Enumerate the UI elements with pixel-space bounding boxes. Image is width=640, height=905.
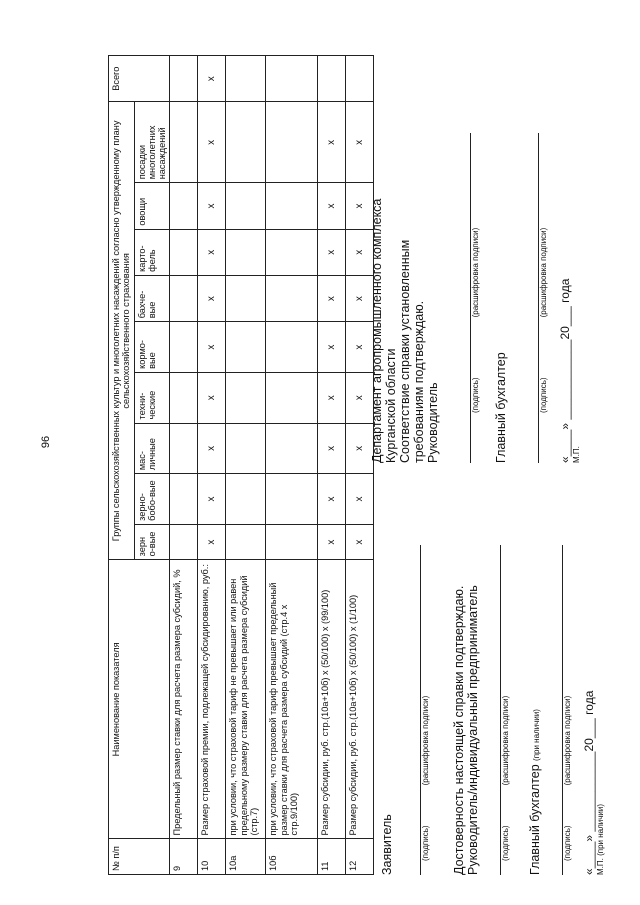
row-name: Размер субсидии, руб. стр.(10а+10б) x (50/100) x (99/100) bbox=[318, 560, 346, 839]
cell: x bbox=[198, 183, 226, 229]
cell bbox=[170, 102, 198, 183]
signature-hint: (подпись) bbox=[501, 825, 511, 861]
cell bbox=[226, 102, 266, 183]
cell: x bbox=[346, 102, 374, 183]
header-col: техни-ческие bbox=[134, 372, 170, 423]
header-col: бахче-вые bbox=[134, 275, 170, 321]
cell bbox=[318, 56, 346, 102]
cell bbox=[170, 229, 198, 275]
chief-accountant-label: Главный бухгалтер bbox=[528, 764, 543, 875]
cell: x bbox=[198, 322, 226, 373]
header-groups: Группы сельскохозяйственных культур и многолетних насаждений согласно утвержденному плану сельскохозяйственного страхования bbox=[109, 102, 135, 560]
table-row bbox=[318, 56, 346, 875]
cell: x bbox=[318, 229, 346, 275]
applicant-block bbox=[380, 485, 605, 875]
subsidy-table bbox=[108, 55, 374, 875]
decode-hint: (расшифровка подписи) bbox=[421, 695, 431, 786]
confirm-text: Достоверность настоящей справки подтверждаю. Руководитель/индивидуальный предприниматель bbox=[452, 585, 481, 875]
cell bbox=[266, 524, 318, 560]
signature-hint: (подпись) bbox=[563, 825, 573, 861]
decode-hint: (расшифровка подписи) bbox=[539, 227, 549, 318]
table-row bbox=[266, 56, 318, 875]
cell: x bbox=[198, 423, 226, 474]
cell bbox=[226, 372, 266, 423]
cell: x bbox=[318, 423, 346, 474]
cell bbox=[266, 229, 318, 275]
header-name: Наименование показателя bbox=[109, 560, 170, 839]
row-name: Предельный размер ставки для расчета размера субсидий, % bbox=[170, 560, 198, 839]
applicant-label: Заявитель bbox=[380, 814, 395, 875]
cell: x bbox=[346, 372, 374, 423]
header-col: посадки многолетних насаждений bbox=[134, 102, 170, 183]
cell bbox=[266, 102, 318, 183]
cell: x bbox=[318, 524, 346, 560]
cell bbox=[266, 423, 318, 474]
cell: x bbox=[318, 372, 346, 423]
cell: x bbox=[318, 322, 346, 373]
cell: x bbox=[198, 229, 226, 275]
table-row bbox=[170, 56, 198, 875]
cell bbox=[266, 322, 318, 373]
row-num: 10 bbox=[198, 839, 226, 875]
chief-accountant-row bbox=[528, 485, 542, 875]
cell: x bbox=[346, 524, 374, 560]
cell: x bbox=[198, 372, 226, 423]
stamp-place: М.П. (при наличии) bbox=[596, 804, 606, 875]
row-num: 11 bbox=[318, 839, 346, 875]
date-line: «____» ____________20___ года bbox=[558, 278, 573, 463]
decode-hint: (расшифровка подписи) bbox=[471, 227, 481, 318]
cell bbox=[266, 56, 318, 102]
cell: x bbox=[346, 229, 374, 275]
cell: x bbox=[318, 102, 346, 183]
cell: x bbox=[198, 524, 226, 560]
cell bbox=[170, 322, 198, 373]
table-row bbox=[226, 56, 266, 875]
cell bbox=[170, 423, 198, 474]
cell: x bbox=[198, 102, 226, 183]
row-name: при условии, что страховой тариф превышает предельный размер ставки для расчета размера субсидий (стр.4 x стр.9/100) bbox=[266, 560, 318, 839]
cell bbox=[170, 275, 198, 321]
cell: x bbox=[198, 474, 226, 525]
cell bbox=[266, 275, 318, 321]
cell bbox=[226, 183, 266, 229]
cell bbox=[226, 275, 266, 321]
header-col: овощи bbox=[134, 183, 170, 229]
header-col: мас-личные bbox=[134, 423, 170, 474]
cell: x bbox=[346, 423, 374, 474]
stamp-place: М.П. bbox=[572, 446, 582, 463]
head-label: Руководитель bbox=[426, 382, 441, 463]
header-num: № п/п bbox=[109, 839, 170, 875]
cell: x bbox=[346, 322, 374, 373]
header-col: зерн о-вые bbox=[134, 524, 170, 560]
date-line: «____» ____________20___ года bbox=[582, 690, 597, 875]
header-col: карто-фель bbox=[134, 229, 170, 275]
decode-hint: (расшифровка подписи) bbox=[563, 695, 573, 786]
cell bbox=[170, 183, 198, 229]
header-col-total: Всего bbox=[109, 56, 170, 102]
row-name: Размер субсидии, руб. стр.(10а+10б) x (50/100) x (1/100) bbox=[346, 560, 374, 839]
signature-hint: (подпись) bbox=[421, 825, 431, 861]
cell bbox=[170, 474, 198, 525]
cell bbox=[226, 423, 266, 474]
chief-accountant-label: Главный бухгалтер bbox=[494, 352, 509, 463]
department-block bbox=[370, 73, 581, 463]
row-name: Размер страховой премии, подлежащей субсидированию, руб.: bbox=[198, 560, 226, 839]
conformity-text: Соответствие справки установленным требованиям подтверждаю. bbox=[398, 239, 427, 463]
cell bbox=[266, 372, 318, 423]
cell: x bbox=[318, 474, 346, 525]
table-row bbox=[198, 56, 226, 875]
cell: x bbox=[346, 474, 374, 525]
cell bbox=[226, 474, 266, 525]
signatures-area bbox=[370, 55, 634, 875]
cell bbox=[170, 524, 198, 560]
header-col: кормо-вые bbox=[134, 322, 170, 373]
signature-hint: (подпись) bbox=[471, 377, 481, 413]
cell: x bbox=[198, 56, 226, 102]
row-num: 9 bbox=[170, 839, 198, 875]
cell: x bbox=[318, 275, 346, 321]
if-any-hint: (при наличии) bbox=[532, 709, 542, 761]
cell bbox=[266, 183, 318, 229]
cell: x bbox=[346, 183, 374, 229]
row-num: 10а bbox=[226, 839, 266, 875]
cell bbox=[170, 372, 198, 423]
cell bbox=[226, 322, 266, 373]
row-num: 12 bbox=[346, 839, 374, 875]
cell: x bbox=[198, 275, 226, 321]
header-col: зерно-бобо-вые bbox=[134, 474, 170, 525]
cell bbox=[226, 524, 266, 560]
rotated-page bbox=[108, 55, 638, 875]
signature-hint: (подпись) bbox=[539, 377, 549, 413]
cell: x bbox=[346, 275, 374, 321]
cell bbox=[170, 56, 198, 102]
row-name: при условии, что страховой тариф не превышает или равен предельному размеру ставки для расчета размера субсидий (стр.7) bbox=[226, 560, 266, 839]
decode-hint: (расшифровка подписи) bbox=[501, 695, 511, 786]
cell bbox=[266, 474, 318, 525]
cell: x bbox=[318, 183, 346, 229]
row-num: 10б bbox=[266, 839, 318, 875]
cell bbox=[226, 229, 266, 275]
department-name: Департамент агропромышленного комплекса Курганской области bbox=[370, 198, 399, 463]
cell bbox=[226, 56, 266, 102]
